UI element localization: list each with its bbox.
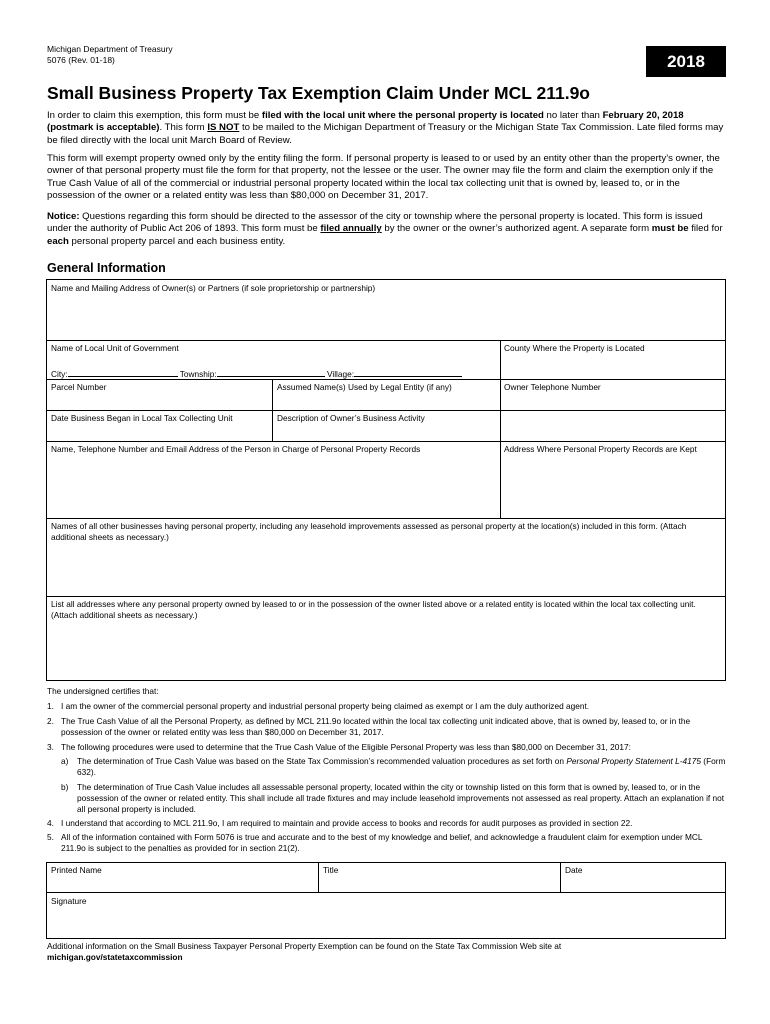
- date-business-began-field[interactable]: Date Business Began in Local Tax Collecting Unit: [51, 413, 233, 423]
- records-address-field[interactable]: Address Where Personal Property Records are Kept: [504, 444, 697, 454]
- agency-name: Michigan Department of Treasury: [47, 44, 173, 54]
- local-unit-label: Name of Local Unit of Government: [51, 343, 179, 353]
- form-header: [47, 44, 173, 66]
- certification-item: 1. I am the owner of the commercial personal property and industrial personal property being claimed as exempt or I am the duly authorized agent.: [47, 701, 590, 711]
- township-label: Township:: [179, 369, 217, 379]
- city-input[interactable]: [68, 368, 178, 377]
- signature-grid: [46, 862, 726, 939]
- parcel-number-field[interactable]: Parcel Number: [51, 382, 107, 392]
- county-field[interactable]: County Where the Property is Located: [504, 343, 645, 353]
- property-addresses-field[interactable]: List all addresses where any personal property owned by leased to or in the possession of the owner listed above or a related entity is located within the local tax collecting unit. (Attach additional sheets as necessary.): [51, 599, 696, 620]
- intro-paragraph-2: This form will exempt property owned only by the entity filing the form. If personal property is leased to or used by an entity other than the property’s owner, the owner of that personal property must file the form for that property, not the lessee or the user. The owner may file the form and claim the exemption only if the True Cash Value of all of the commercial or industrial personal property located within the local tax collecting unit that is owned by, leased to, or in the possession of the owner or a related entity was less than $80,000 on December 31, 2017.: [47, 153, 720, 201]
- certification-item: 4. I understand that according to MCL 211.9o, I am required to maintain and provide access to books and records for audit purposes as provided in section 22.: [47, 818, 633, 828]
- title-field[interactable]: Title: [323, 865, 339, 875]
- local-unit-type-row: [51, 368, 462, 379]
- intro-paragraph-1: In order to claim this exemption, this form must be filed with the local unit where the personal property is located no later than February 20, 2018 (postmark is acceptable). This form IS NOT to be mailed to the Michigan Department of Treasury or the Michigan State Tax Commission. Late filed forms may be filed directly with the local unit March Board of Review.: [47, 110, 724, 146]
- certification-intro: The undersigned certifies that:: [47, 686, 159, 696]
- other-businesses-field[interactable]: Names of all other businesses having personal property, including any leasehold improvements assessed as personal property at the location(s) included in this form. (Attach additional sheets as necessary.): [51, 521, 687, 542]
- footer-text: Additional information on the Small Business Taxpayer Personal Property Exemption can be found on the State Tax Commission Web site at: [47, 941, 562, 951]
- footer-note: [47, 941, 727, 963]
- owner-name-address-field[interactable]: Name and Mailing Address of Owner(s) or Partners (if sole proprietorship or partnership): [51, 283, 376, 293]
- general-information-heading: General Information: [47, 261, 166, 275]
- city-label: City:: [51, 369, 68, 379]
- form-id: 5076 (Rev. 01-18): [47, 55, 115, 65]
- certification-item: 5. All of the information contained with Form 5076 is true and accurate and to the best of my knowledge and belief, and acknowledge a fraudulent claim for exemption under MCL 211.9o is subject to the penalties as provided for in section 21(2).: [47, 832, 703, 854]
- assumed-names-field[interactable]: Assumed Name(s) Used by Legal Entity (if any): [277, 382, 452, 392]
- certification-item: 2. The True Cash Value of all the Personal Property, as defined by MCL 211.9o located within the local tax collecting unit indicated above, that is owned by, leased to, or in the possession of the owner or related entity was less than $80,000 on December 31, 2017.: [47, 716, 691, 738]
- notice-paragraph: Notice: Questions regarding this form should be directed to the assessor of the city or township where the personal property is located. This form is issued under the authority of Public Act 206 of 1893. This form must be filed annually by the owner or the owner’s authorized agent. A separate form must be filed for each personal property parcel and each business entity.: [47, 211, 723, 247]
- township-input[interactable]: [217, 368, 325, 377]
- printed-name-field[interactable]: Printed Name: [51, 865, 102, 875]
- footer-link[interactable]: michigan.gov/statetaxcommission: [47, 952, 183, 962]
- business-description-field[interactable]: Description of Owner’s Business Activity: [277, 413, 425, 423]
- certification-sub-item-b: b) The determination of True Cash Value includes all assessable personal property, located within the city or township listed on this form that is owned by, leased to, or in the possession of the owner or related entity. This shall include all trade fixtures and may include leasehold improvements not assessed as real property. Attach an explanation if not all personal property is included.: [61, 782, 725, 815]
- general-information-grid: [46, 279, 726, 681]
- village-label: Village:: [326, 369, 355, 379]
- village-input[interactable]: [354, 368, 462, 377]
- date-field[interactable]: Date: [565, 865, 583, 875]
- signature-field[interactable]: Signature: [51, 896, 87, 906]
- year-badge: 2018: [646, 46, 726, 77]
- owner-phone-field[interactable]: Owner Telephone Number: [504, 382, 601, 392]
- page-title: Small Business Property Tax Exemption Claim Under MCL 211.9o: [47, 83, 590, 103]
- certification-item: 3. The following procedures were used to determine that the True Cash Value of the Eligible Personal Property was less than $80,000 on December 31, 2017:: [47, 742, 631, 752]
- person-in-charge-field[interactable]: Name, Telephone Number and Email Address of the Person in Charge of Personal Property Records: [51, 444, 421, 454]
- certification-sub-item-a: a) The determination of True Cash Value was based on the State Tax Commission’s recommended valuation procedures as set forth on Personal Property Statement L-4175 (Form 632).: [61, 756, 726, 778]
